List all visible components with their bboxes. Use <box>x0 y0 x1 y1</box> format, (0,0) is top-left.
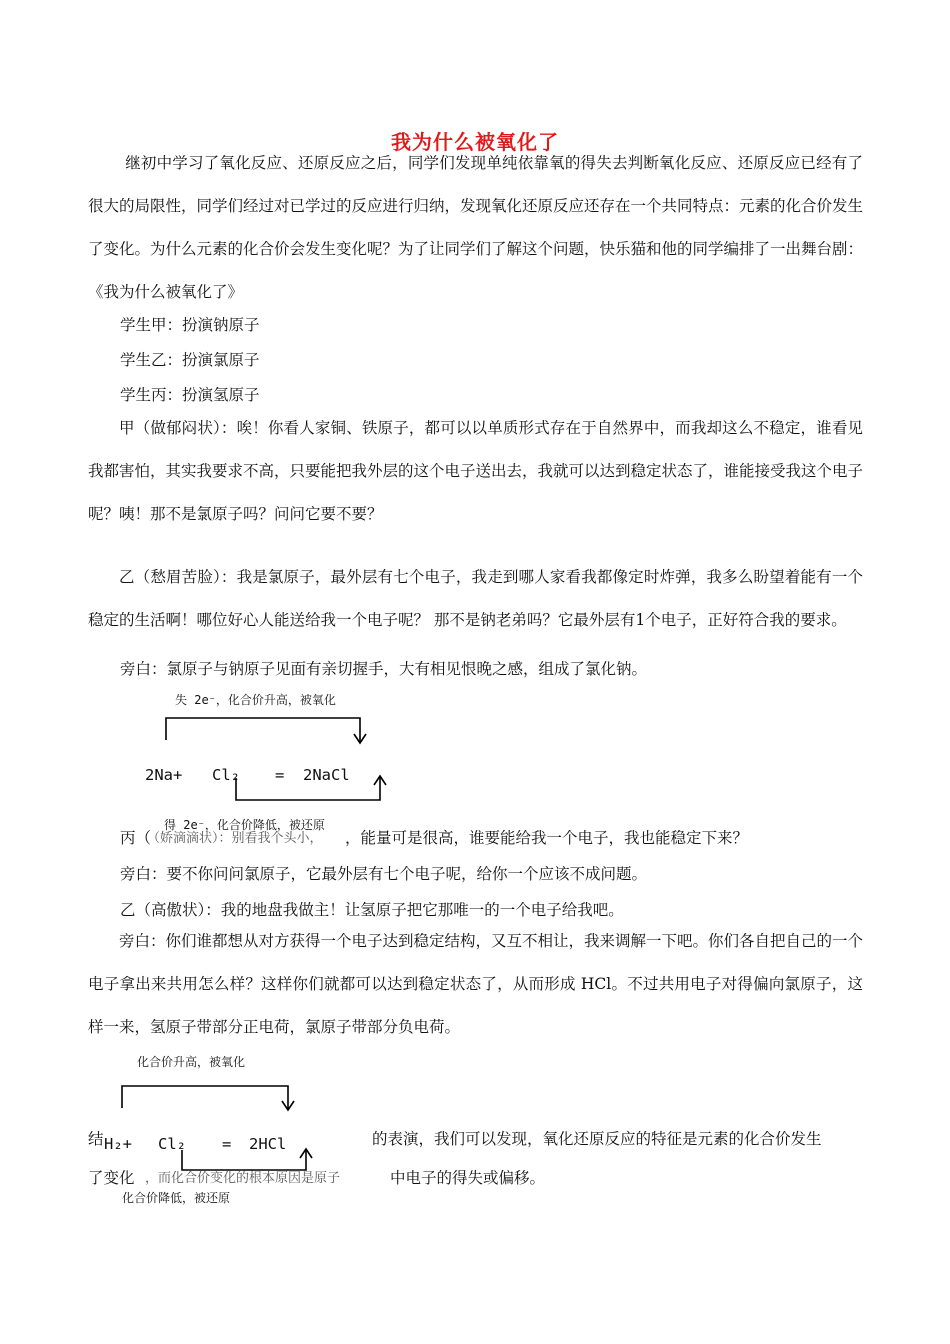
eq2-equals: = <box>222 1135 232 1153</box>
eq2-reactant-cl2: Cl₂ <box>158 1135 186 1153</box>
eq1-reactant-na: 2Na+ <box>145 766 183 784</box>
jia-dialogue: 甲（做郁闷状）：唉！你看人家铜、铁原子，都可以以单质形式存在于自然界中，而我却这么不稳定，谁看见我都害怕，其实我要求不高，只要能把我外层的这个电子送出去，我就可以达到稳定状态了，谁能接受我这个电子呢？咦！那不是氯原子吗？问问它要不要？ <box>88 419 864 523</box>
conclusion-line2-end: 中电子的得失或偏移。 <box>390 1169 546 1187</box>
narration-2: 旁白：要不你问问氯原子，它最外层有七个电子呢，给你一个应该不成问题。 <box>120 865 648 883</box>
eq1-oxidation-bracket <box>166 718 360 742</box>
eq2-reduction-label: 化合价降低，被还原 <box>122 1191 231 1205</box>
eq1-equals: = <box>275 766 285 784</box>
yi-dialogue-2: 乙（高傲状）：我的地盘我做主！让氢原子把它那唯一的一个电子给我吧。 <box>120 901 624 919</box>
bing-obscured-fragment: （娇滴滴状）：别看我个头小， <box>147 831 323 846</box>
role-bing: 学生丙：扮演氢原子 <box>120 386 260 404</box>
eq2-reactant-h2: H₂+ <box>104 1135 132 1153</box>
role-jia: 学生甲：扮演钠原子 <box>120 316 260 334</box>
bing-dialogue-start: 丙（ <box>120 829 152 847</box>
eq2-reduction-bracket <box>182 1150 306 1170</box>
narration-3: 旁白：你们谁都想从对方获得一个电子达到稳定结构，又互不相让，我来调解一下吧。你们各自把自己的一个电子拿出来共用怎么样？这样你们就都可以达到稳定状态了，从而形成 HCl。不过共用电子对得偏向氯原子，这样一来，氢原子带部分正电荷，氯原子带部分负电荷。 <box>88 932 864 1036</box>
yi-dialogue: 乙（愁眉苦脸）：我是氯原子，最外层有七个电子，我走到哪人家看我都像定时炸弹，我多么盼望着能有一个稳定的生活啊！哪位好心人能送给我一个电子呢？ 那不是钠老弟吗？它最外层有1个电子，正好符合我的要求。 <box>88 568 863 629</box>
narration-1: 旁白：氯原子与钠原子见面有亲切握手，大有相见恨晚之感，组成了氯化钠。 <box>120 660 648 678</box>
page-title: 我为什么被氧化了 <box>391 130 559 154</box>
eq1-reduction-label: 得 2e⁻，化合价降低，被还原 <box>164 818 325 832</box>
eq1-oxidation-label: 失 2e⁻，化合价升高，被氧化 <box>175 693 336 707</box>
intro-paragraph: 继初中学习了氧化反应、还原反应之后，同学们发现单纯依靠氧的得失去判断氧化反应、还原反应已经有了很大的局限性，同学们经过对已学过的反应进行归纳，发现氧化还原反应还存在一个共同特点：元素的化合价发生了变化。为什么元素的化合价会发生变化呢？为了让同学们了解这个问题，快乐猫和他的同学编排了一出舞台剧：《我为什么被氧化了》 <box>88 154 864 301</box>
eq2-oxidation-bracket <box>122 1086 288 1109</box>
conclusion-obscured-fragment: ，而化合价变化的根本原因是原子 <box>145 1171 341 1186</box>
eq1-reactant-cl2: Cl₂ <box>212 766 240 784</box>
role-yi: 学生乙：扮演氯原子 <box>120 351 260 369</box>
conclusion-line2-start: 了变化 <box>88 1169 135 1187</box>
bing-dialogue-end: ，能量可是很高，谁要能给我一个电子，我也能稳定下来？ <box>345 829 749 847</box>
conclusion-start: 结 <box>88 1130 104 1148</box>
eq2-oxidation-label: 化合价升高，被氧化 <box>137 1055 246 1069</box>
eq2-product: 2HCl <box>249 1135 287 1153</box>
conclusion-end: 的表演，我们可以发现，氧化还原反应的特征是元素的化合价发生 <box>372 1130 822 1148</box>
eq1-reduction-bracket <box>236 776 380 800</box>
eq1-product: 2NaCl <box>303 766 350 784</box>
